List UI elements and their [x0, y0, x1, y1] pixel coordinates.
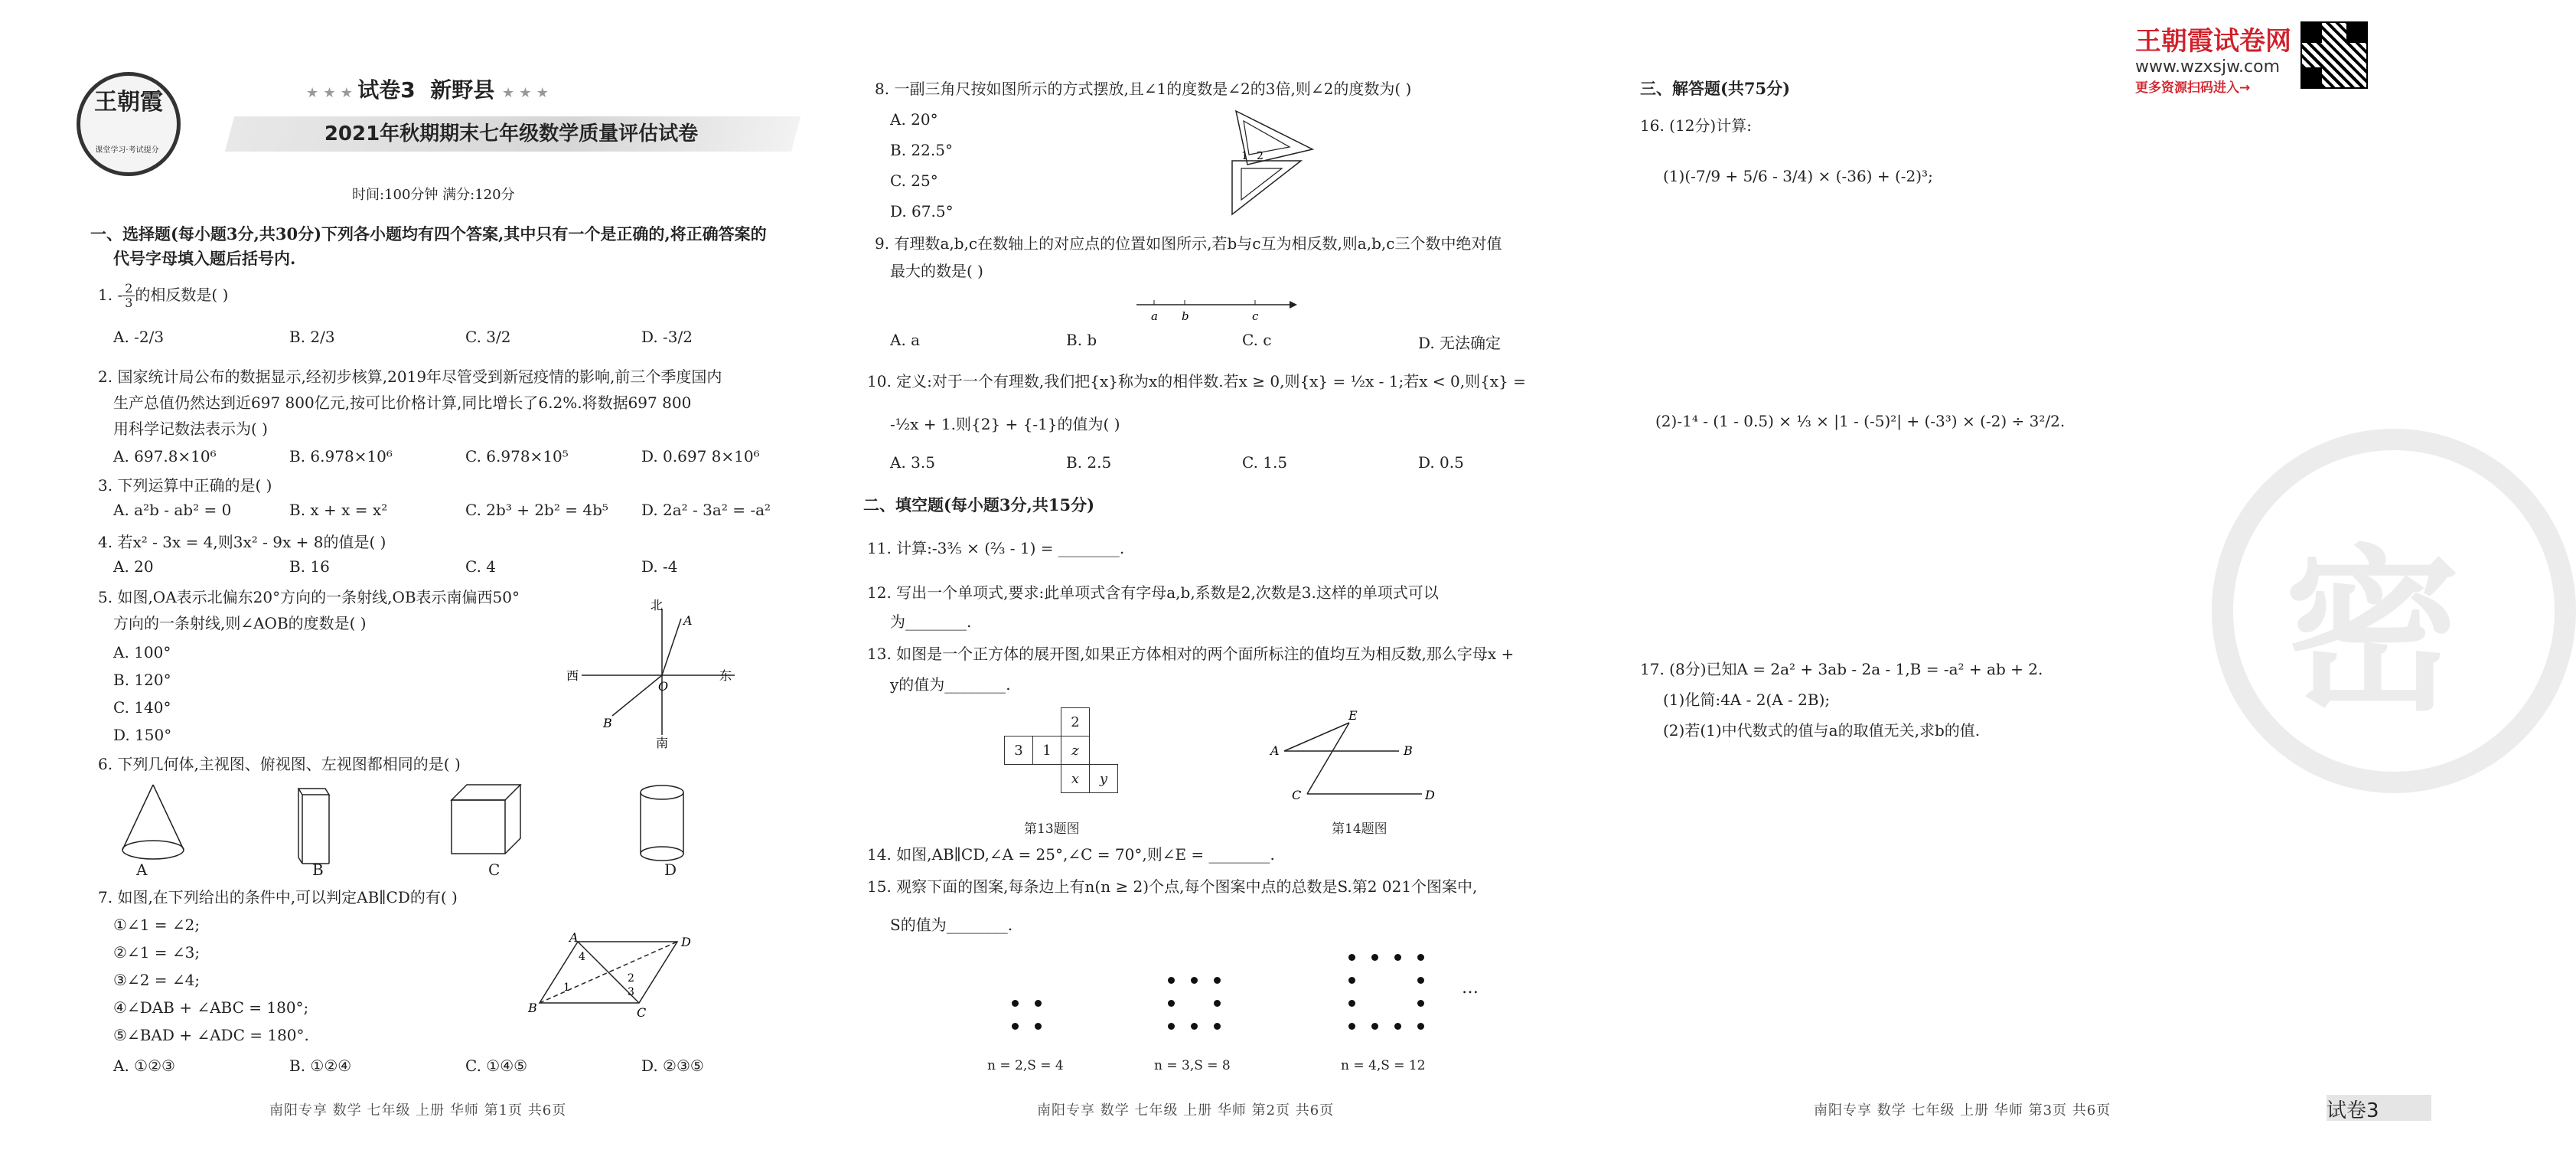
- svg-text:D: D: [1425, 788, 1435, 802]
- q14-parallel-lines-figure: [1269, 707, 1445, 807]
- paper-label: ★ ★ ★ 试卷3 新野县 ★ ★ ★: [306, 77, 549, 103]
- q6-labels: [136, 861, 840, 879]
- fig-north: 北: [651, 598, 664, 612]
- q17-part2: (2)若(1)中代数式的值与a的取值无关,求b的值.: [1663, 721, 1981, 740]
- pattern-dot: [1371, 1023, 1378, 1030]
- pattern-ellipsis: …: [1462, 978, 1479, 998]
- svg-text:C: C: [1292, 788, 1302, 802]
- q1-option-a: A. -2/3: [113, 328, 165, 346]
- q4-option-c: C. 4: [465, 557, 497, 576]
- q7-parallelogram-figure: [528, 932, 696, 1024]
- q7-cond-1: ①∠1 = ∠2;: [113, 916, 201, 934]
- section2-heading: 二、填空题(每小题3分,共15分): [863, 495, 1095, 514]
- q10-line1: 10. 定义:对于一个有理数,我们把{x}称为x的相伴数.若x ≥ 0,则{x} = ½x - 1;若x < 0,则{x} =: [867, 372, 1526, 390]
- section3-heading: 三、解答题(共75分): [1640, 79, 1791, 98]
- pattern-dot: [1012, 1023, 1019, 1030]
- q8-option-b: B. 22.5°: [890, 141, 953, 159]
- q4-option-d: D. -4: [641, 557, 678, 576]
- q7-option-a: A. ①②③: [113, 1057, 175, 1075]
- fig-east: 东: [719, 668, 732, 683]
- q1-option-b: B. 2/3: [289, 328, 335, 346]
- q5-line1: 5. 如图,OA表示北偏东20°方向的一条射线,OB表示南偏西50°: [98, 588, 520, 606]
- q10-option-b: B. 2.5: [1066, 453, 1112, 472]
- svg-text:1: 1: [1241, 150, 1248, 162]
- q9-line1: 9. 有理数a,b,c在数轴上的对应点的位置如图所示,若b与c互为相反数,则a,b,c三个数中绝对值: [875, 234, 1502, 253]
- svg-text:2: 2: [628, 972, 634, 985]
- q13-line2: y的值为________.: [890, 675, 1011, 694]
- q3-option-c: C. 2b³ + 2b² = 4b⁵: [465, 501, 608, 519]
- pattern-dot: [1417, 1023, 1424, 1030]
- q7-option-c: C. ①④⑤: [465, 1057, 528, 1075]
- q9-option-c: C. c: [1242, 331, 1272, 349]
- q5-compass-figure: [566, 597, 750, 750]
- cube-shape: [452, 785, 520, 854]
- pattern-dot: [1394, 1023, 1401, 1030]
- q7-option-d: D. ②③⑤: [641, 1057, 704, 1075]
- pattern-dot: [1394, 954, 1401, 961]
- paper-number: 试卷3: [357, 77, 416, 103]
- q4-option-a: A. 20: [113, 557, 154, 576]
- paper-tab-label: 试卷3: [2327, 1099, 2379, 1122]
- q2-line2: 生产总值仍然达到近697 800亿元,按可比价格计算,同比增长了6.2%.将数据697 800: [113, 394, 692, 412]
- svg-text:b: b: [1182, 309, 1189, 323]
- q2-options: [113, 447, 817, 465]
- fig14-caption: 第14题图: [1332, 821, 1387, 837]
- q10-option-a: A. 3.5: [890, 453, 935, 472]
- q8-triangle-rulers-figure: [1217, 107, 1324, 222]
- q13-cube-net: 2 3 1 z x y: [1004, 707, 1118, 793]
- pattern-dot: [1417, 977, 1424, 984]
- q11-stem: 11. 计算:-3⅗ × (⅔ - 1) = ________.: [867, 539, 1125, 557]
- cylinder-shape: [641, 785, 683, 861]
- svg-text:a: a: [1151, 309, 1158, 323]
- q16-part1: (1)(-7/9 + 5/6 - 3/4) × (-36) + (-2)³;: [1663, 167, 1933, 185]
- q7-options: [113, 1057, 817, 1075]
- q3-options: [113, 501, 817, 519]
- q16-stem: 16. (12分)计算:: [1640, 116, 1752, 135]
- brand-name: 王朝霞试卷网: [2135, 26, 2291, 57]
- fig13-caption: 第13题图: [1024, 821, 1080, 837]
- svg-text:1: 1: [563, 981, 570, 994]
- svg-text:A: A: [569, 930, 579, 945]
- pattern-dot: [1348, 954, 1355, 961]
- q6-stem: 6. 下列几何体,主视图、俯视图、左视图都相同的是( ): [98, 755, 461, 773]
- cone-shape: [122, 785, 184, 859]
- q3-option-a: A. a²b - ab² = 0: [113, 501, 232, 519]
- fig-south: 南: [656, 736, 669, 750]
- q10-option-d: D. 0.5: [1418, 453, 1464, 472]
- q5-line2: 方向的一条射线,则∠AOB的度数是( ): [113, 614, 367, 632]
- pattern-dot: [1214, 977, 1221, 984]
- q5-option-b: B. 120°: [113, 671, 171, 689]
- q1-options: [113, 328, 817, 346]
- svg-text:D: D: [681, 935, 691, 949]
- q5-option-c: C. 140°: [113, 698, 171, 717]
- q13-line1: 13. 如图是一个正方体的展开图,如果正方体相对的两个面所标注的值均互为相反数,那么字母x +: [867, 645, 1515, 663]
- q8-option-d: D. 67.5°: [890, 202, 954, 220]
- pattern-dot: [1214, 1023, 1221, 1030]
- pattern-dot: [1348, 1023, 1355, 1030]
- q3-stem: 3. 下列运算中正确的是( ): [98, 476, 272, 495]
- q16-part2: (2)-1⁴ - (1 - 0.5) × ⅓ × |1 - (-5)²| + (-3³) × (-2) ÷ 3²/2.: [1655, 412, 2066, 430]
- county-name: 新野县: [430, 77, 495, 103]
- svg-text:c: c: [1252, 309, 1259, 323]
- svg-text:B: B: [528, 1001, 537, 1015]
- q6-label-b: B: [312, 861, 324, 879]
- pattern-dot: [1168, 1023, 1175, 1030]
- q12-line2: 为________.: [890, 612, 972, 631]
- logo-text: 王朝霞: [94, 89, 163, 116]
- brand-slogan: 更多资源扫码进入→: [2135, 80, 2251, 96]
- svg-text:A: A: [1270, 743, 1280, 758]
- q15-line2: S的值为________.: [890, 916, 1013, 934]
- q9-option-b: B. b: [1066, 331, 1097, 349]
- q17-stem: 17. (8分)已知A = 2a² + 3ab - 2a - 1,B = -a² + ab + 2.: [1640, 660, 2043, 678]
- fig-point-a: A: [683, 613, 693, 628]
- q4-option-b: B. 16: [289, 557, 330, 576]
- time-info: 时间:100分钟 满分:120分: [352, 187, 515, 203]
- pattern-dot: [1168, 977, 1175, 984]
- svg-text:4: 4: [579, 951, 585, 963]
- fig-west: 西: [566, 668, 579, 683]
- brand-url: www.wzxsjw.com: [2135, 57, 2281, 77]
- q12-line1: 12. 写出一个单项式,要求:此单项式含有字母a,b,系数是2,次数是3.这样的单项式可以: [867, 583, 1439, 602]
- q17-part1: (1)化简:4A - 2(A - 2B);: [1663, 691, 1831, 709]
- section1-heading-cont: 代号字母填入题后括号内.: [113, 249, 296, 268]
- q5-option-a: A. 100°: [113, 643, 171, 661]
- q2-line1: 2. 国家统计局公布的数据显示,经初步核算,2019年尽管受到新冠疫情的影响,前三个季度国内: [98, 367, 722, 386]
- q10-line2: -½x + 1.则{2} + {-1}的值为( ): [890, 415, 1120, 433]
- pattern-dot: [1035, 1023, 1042, 1030]
- q5-option-d: D. 150°: [113, 726, 172, 744]
- svg-text:E: E: [1348, 708, 1358, 723]
- pattern-dot: [1371, 954, 1378, 961]
- logo: [77, 72, 181, 176]
- pattern-dot: [1348, 1000, 1355, 1007]
- q6-label-c: C: [488, 861, 501, 879]
- qr-code: [2300, 21, 2368, 89]
- pattern-caption-2: n = 3,S = 8: [1154, 1058, 1231, 1073]
- q1-option-d: D. -3/2: [641, 328, 693, 346]
- fig-point-o: O: [658, 679, 669, 694]
- svg-text:B: B: [1404, 743, 1413, 758]
- q8-option-a: A. 20°: [890, 110, 938, 129]
- brand-block: [2135, 20, 2291, 96]
- pattern-dot: [1417, 1000, 1424, 1007]
- page2-footer: 南阳专享 数学 七年级 上册 华师 第2页 共6页: [1037, 1102, 1335, 1119]
- q6-label-d: D: [664, 861, 677, 879]
- q9-option-d: D. 无法确定: [1418, 334, 1502, 352]
- q4-options: [113, 557, 817, 576]
- q8-stem: 8. 一副三角尺按如图所示的方式摆放,且∠1的度数是∠2的3倍,则∠2的度数为( ): [875, 80, 1412, 98]
- q7-stem: 7. 如图,在下列给出的条件中,可以判定AB∥CD的有( ): [98, 888, 458, 906]
- pattern-dot: [1191, 977, 1198, 984]
- q9-line2: 最大的数是( ): [890, 262, 983, 280]
- q1-option-c: C. 3/2: [465, 328, 511, 346]
- q4-stem: 4. 若x² - 3x = 4,则3x² - 9x + 8的值是( ): [98, 533, 386, 551]
- q7-cond-2: ②∠1 = ∠3;: [113, 943, 201, 962]
- q10-options: [890, 453, 1594, 472]
- q9-option-a: A. a: [890, 331, 921, 349]
- pattern-dot: [1214, 1000, 1221, 1007]
- q7-cond-5: ⑤∠BAD + ∠ADC = 180°.: [113, 1026, 309, 1044]
- q8-option-c: C. 25°: [890, 171, 938, 190]
- logo-ribbon: 课堂学习·考试提分: [95, 146, 159, 155]
- pattern-dot: [1035, 1000, 1042, 1007]
- q6-label-a: A: [136, 861, 148, 879]
- q3-option-d: D. 2a² - 3a² = -a²: [641, 501, 771, 519]
- q7-cond-3: ③∠2 = ∠4;: [113, 971, 201, 989]
- q7-option-b: B. ①②④: [289, 1057, 352, 1075]
- svg-text:C: C: [637, 1005, 647, 1020]
- q10-option-c: C. 1.5: [1242, 453, 1288, 472]
- q1-stem: 1. - $\frac{2}{3}$ 的相反数是( ): [98, 281, 229, 310]
- q2-option-b: B. 6.978×10⁶: [289, 447, 393, 465]
- q7-cond-4: ④∠DAB + ∠ABC = 180°;: [113, 998, 309, 1017]
- pattern-dot: [1191, 1023, 1198, 1030]
- q2-option-c: C. 6.978×10⁵: [465, 447, 569, 465]
- q9-number-line-figure: [1133, 296, 1301, 326]
- q9-options: [890, 331, 1594, 353]
- watermark-stamp: 密: [2284, 531, 2461, 735]
- pattern-caption-3: n = 4,S = 12: [1341, 1058, 1426, 1073]
- exam-title: 2021年秋期期末七年级数学质量评估试卷: [324, 122, 699, 145]
- q3-option-b: B. x + x = x²: [289, 501, 388, 519]
- prism-shape: [298, 789, 329, 864]
- pattern-dot: [1168, 1000, 1175, 1007]
- section1-heading: 一、选择题(每小题3分,共30分)下列各小题均有四个答案,其中只有一个是正确的,将正确答案的: [90, 224, 767, 243]
- pattern-caption-1: n = 2,S = 4: [987, 1058, 1064, 1073]
- q2-option-d: D. 0.697 8×10⁶: [641, 447, 760, 465]
- pattern-dot: [1417, 954, 1424, 961]
- q2-option-a: A. 697.8×10⁶: [113, 447, 217, 465]
- q2-line3: 用科学记数法表示为( ): [113, 420, 268, 438]
- fig-point-b: B: [603, 716, 612, 730]
- q14-stem: 14. 如图,AB∥CD,∠A = 25°,∠C = 70°,则∠E = ________.: [867, 845, 1275, 864]
- svg-text:2: 2: [1257, 150, 1264, 162]
- svg-text:3: 3: [628, 986, 634, 998]
- pattern-dot: [1012, 1000, 1019, 1007]
- page3-footer: 南阳专享 数学 七年级 上册 华师 第3页 共6页: [1814, 1102, 2111, 1119]
- pattern-dot: [1348, 977, 1355, 984]
- page1-footer: 南阳专享 数学 七年级 上册 华师 第1页 共6页: [269, 1102, 567, 1119]
- q15-line1: 15. 观察下面的图案,每条边上有n(n ≥ 2)个点,每个图案中点的总数是S.第2 021个图案中,: [867, 877, 1478, 896]
